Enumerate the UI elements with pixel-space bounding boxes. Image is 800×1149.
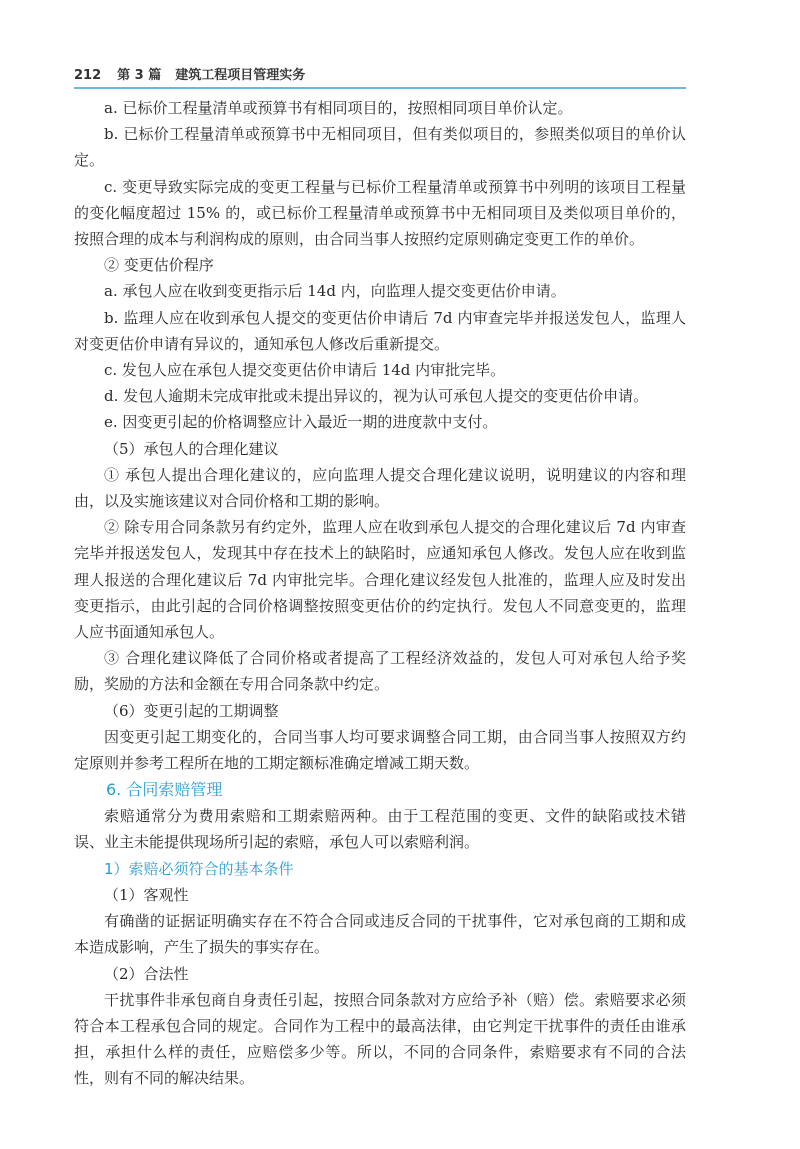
paragraph: （1）客观性 [104, 885, 189, 904]
paragraph: e. 因变更引起的价格调整应计入最近一期的进度款中支付。 [104, 413, 498, 432]
paragraph: c. 变更导致实际完成的变更工程量与已标价工程量清单或预算书中列明的该项目工程量的变化幅度超过 15% 的，或已标价工程量清单或预算书中无相同项目及类似项目单价的，按照合理的成本与利润构成的原则，由合同当事人按照约定原则确定变更工作的单价。 [74, 177, 686, 249]
book-title: 建筑工程项目管理实务 [175, 68, 306, 83]
paragraph: （2）合法性 [104, 964, 189, 983]
running-header [74, 64, 686, 88]
section-heading: 6. 合同索赔管理 [106, 780, 223, 800]
page-number: 212 [74, 68, 102, 83]
paragraph: c. 发包人应在承包人提交变更估价申请后 14d 内审批完毕。 [104, 361, 506, 380]
paragraph: ② 变更估价程序 [104, 256, 214, 275]
paragraph: ③ 合理化建议降低了合同价格或者提高了工程经济效益的，发包人可对承包人给予奖励，奖励的方法和金额在专用合同条款中约定。 [74, 649, 686, 694]
header-rule [74, 87, 686, 89]
subsection-heading: 1）索赔必须符合的基本条件 [104, 859, 294, 878]
paragraph: a. 承包人应在收到变更指示后 14d 内，向监理人提交变更估价申请。 [104, 282, 566, 301]
paragraph: 干扰事件非承包商自身责任引起，按照合同条款对方应给予补（赔）偿。索赔要求必须符合本工程承包合同的规定。合同作为工程中的最高法律，由它判定干扰事件的责任由谁承担，承担什么样的责任，应赔偿多少等。所以，不同的合同条件，索赔要求有不同的合法性，则有不同的解决结果。 [74, 990, 686, 1088]
paragraph: 有确凿的证据证明确实存在不符合合同或违反合同的干扰事件，它对承包商的工期和成本造成影响，产生了损失的事实存在。 [74, 912, 686, 957]
paragraph: ① 承包人提出合理化建议的，应向监理人提交合理化建议说明，说明建议的内容和理由，以及实施该建议对合同价格和工期的影响。 [74, 465, 686, 511]
paragraph: 索赔通常分为费用索赔和工期索赔两种。由于工程范围的变更、文件的缺陷或技术错误、业主未能提供现场所引起的索赔，承包人可以索赔利润。 [74, 807, 686, 852]
paragraph: b. 监理人应在收到承包人提交的变更估价申请后 7d 内审查完毕并报送发包人，监理人对变更估价申请有异议的，通知承包人修改后重新提交。 [74, 308, 686, 353]
paragraph: ② 除专用合同条款另有约定外，监理人应在收到承包人提交的合理化建议后 7d 内审查完毕并报送发包人，发现其中存在技术上的缺陷时，应通知承包人修改。发包人应在收到监理人报送的合理化建议后 7d 内审批完毕。合理化建议经发包人批准的，监理人应及时发出变更指示，由此引起的合同价格调整按照变更估价的约定执行。发包人不同意变更的，监理人应书面通知承包人。 [74, 518, 686, 642]
paragraph: b. 已标价工程量清单或预算书中无相同项目，但有类似项目的，参照类似项目的单价认定。 [74, 125, 686, 170]
paragraph: 因变更引起工期变化的，合同当事人均可要求调整合同工期，由合同当事人按照双方约定原则并参考工程所在地的工期定额标准确定增减工期天数。 [74, 727, 686, 773]
part-label: 第 3 篇 [117, 68, 162, 83]
paragraph: a. 已标价工程量清单或预算书有相同项目的，按照相同项目单价认定。 [104, 99, 573, 117]
body-text [74, 95, 686, 1092]
paragraph: （5）承包人的合理化建议 [104, 439, 279, 458]
paragraph: d. 发包人逾期未完成审批或未提出异议的，视为认可承包人提交的变更估价申请。 [104, 387, 649, 406]
paragraph: （6）变更引起的工期调整 [104, 701, 279, 720]
